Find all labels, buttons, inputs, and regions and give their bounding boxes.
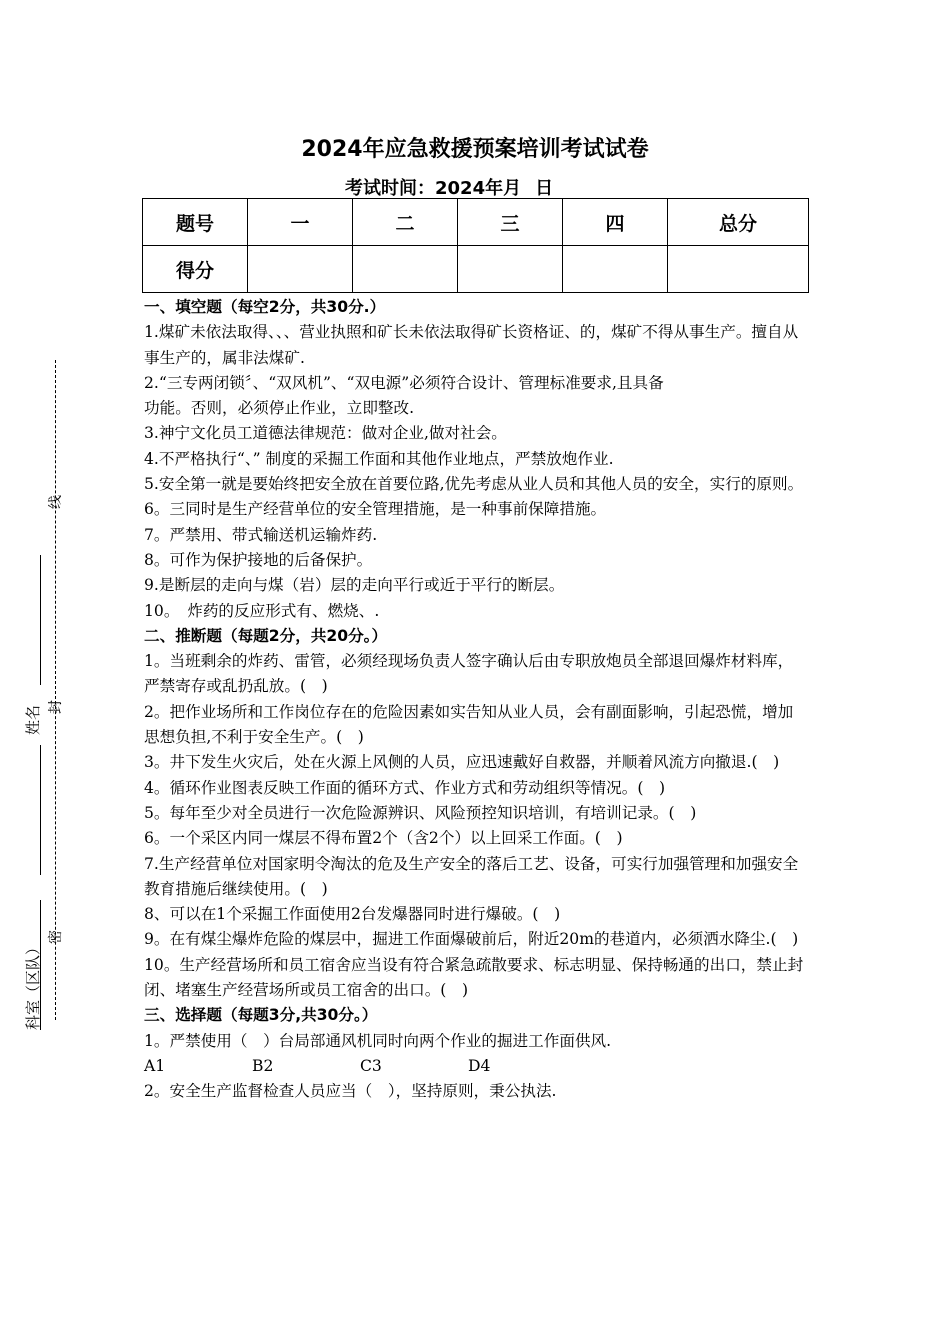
- question: 7.生产经营单位对国家明令淘汰的危及生产安全的落后工艺、设备，可实行加强管理和加强安全教育措施后继续使用。( ): [144, 854, 799, 898]
- question: 功能。否则，必须停止作业，立即整改.: [144, 399, 415, 418]
- score-cell[interactable]: [458, 246, 563, 293]
- question: 10。生产经营场所和员工宿舍应当设有符合紧急疏散要求、标志明显、保持畅通的出口，禁止封闭、堵塞生产经营场所或员工宿舍的出口。( ): [144, 955, 804, 1000]
- score-header-row: [143, 199, 809, 246]
- name-underline-2: [40, 745, 41, 875]
- option-d: D4: [468, 1056, 491, 1075]
- exam-content: [144, 295, 808, 1105]
- question: 3。井下发生火灾后，处在火源上风侧的人员，应迅速戴好自救器，并顺着风流方向撤退.( ): [144, 753, 780, 772]
- name-underline: [40, 555, 41, 685]
- score-cell[interactable]: [563, 246, 668, 293]
- question-options: [144, 1054, 808, 1079]
- score-row-label: 得分: [143, 246, 248, 293]
- question: 6。一个采区内同一煤层不得布置2个（含2个）以上回采工作面。( ): [144, 829, 623, 848]
- question: 5。每年至少对全员进行一次危险源辨识、风险预控知识培训，有培训记录。( ): [144, 803, 697, 822]
- score-cell[interactable]: [248, 246, 353, 293]
- section3-heading: 三、选择题（每题3分,共30分。）: [144, 1006, 378, 1025]
- question: 7。严禁用、带式输送机运输炸药.: [144, 525, 378, 544]
- header-cell: 二: [353, 199, 458, 246]
- score-cell[interactable]: [668, 246, 809, 293]
- question: 4。循环作业图表反映工作面的循环方式、作业方式和劳动组织等情况。( ): [144, 778, 666, 797]
- question: 6。三同时是生产经营单位的安全管理措施，是一种事前保障措施。: [144, 500, 607, 519]
- name-label: 姓名: [24, 704, 42, 735]
- exam-time: [345, 174, 553, 200]
- binding-margin: [0, 0, 80, 1344]
- section2-heading: 二、推断题（每题2分，共20分。）: [144, 626, 388, 645]
- question: 1.煤矿未依法取得、、、营业执照和矿长未依法取得矿长资格证、的，煤矿不得从事生产。擅自从事生产的，属非法煤矿.: [144, 323, 799, 367]
- header-cell: 四: [563, 199, 668, 246]
- exam-time-label: 考试时间：2024年月: [345, 178, 522, 199]
- binding-mark-line: 线: [48, 495, 64, 509]
- header-cell: 总分: [668, 199, 809, 246]
- exam-time-day: 日: [535, 178, 554, 199]
- score-table: [142, 198, 809, 293]
- binding-dashed-line: [55, 360, 56, 1020]
- header-cell: 三: [458, 199, 563, 246]
- binding-mark-seal: 封: [48, 700, 64, 714]
- binding-mark-secret: 密: [48, 930, 64, 944]
- score-row: [143, 246, 809, 293]
- option-b: B2: [252, 1056, 274, 1075]
- exam-title: 2024年应急救援预案培训考试试卷: [301, 137, 649, 162]
- dept-label: 科室（区队）: [24, 939, 42, 1030]
- question: 4.不严格执行“、” 制度的采掘工作面和其他作业地点，严禁放炮作业.: [144, 449, 614, 468]
- option-a: A1: [144, 1056, 166, 1075]
- question: 9.是断层的走向与煤（岩）层的走向平行或近于平行的断层。: [144, 576, 565, 595]
- question: 1。严禁使用（ ）台局部通风机同时向两个作业的掘进工作面供风.: [144, 1031, 612, 1050]
- question: 10。 炸药的反应形式有、燃烧、.: [144, 601, 380, 620]
- question: 1。当班剩余的炸药、雷管，必须经现场负责人签字确认后由专职放炮员全部退回爆炸材料库，严禁寄存或乱扔乱放。( ): [144, 652, 794, 696]
- score-cell[interactable]: [353, 246, 458, 293]
- question: 3.神宁文化员工道德法律规范：做对企业,做对社会。: [144, 424, 507, 443]
- question: 2。安全生产监督检查人员应当（ ），坚持原则，秉公执法.: [144, 1082, 557, 1101]
- section1-heading: 一、填空题（每空2分，共30分.）: [144, 298, 386, 316]
- question: 5.安全第一就是要始终把安全放在首要位路,优先考虑从业人员和其他人员的安全，实行的原则。: [144, 475, 804, 494]
- question: 8、可以在1个采掘工作面使用2台发爆器同时进行爆破。( ): [144, 905, 561, 924]
- question: 2.“三专两闭锁〞、“双风机”、“双电源”必须符合设计、管理标准要求,且具备: [144, 373, 664, 392]
- option-c: C3: [360, 1056, 382, 1075]
- question: 9。在有煤尘爆炸危险的煤层中，掘进工作面爆破前后，附近20m的巷道内，必须洒水降尘.( ): [144, 930, 799, 949]
- question: 8。可作为保护接地的后备保护。: [144, 550, 373, 569]
- question: 2。把作业场所和工作岗位存在的危险因素如实告知从业人员，会有副面影响，引起恐慌，增加思想负担,不利于安全生产。( ): [144, 702, 794, 747]
- header-cell: 题号: [143, 199, 248, 246]
- header-cell: 一: [248, 199, 353, 246]
